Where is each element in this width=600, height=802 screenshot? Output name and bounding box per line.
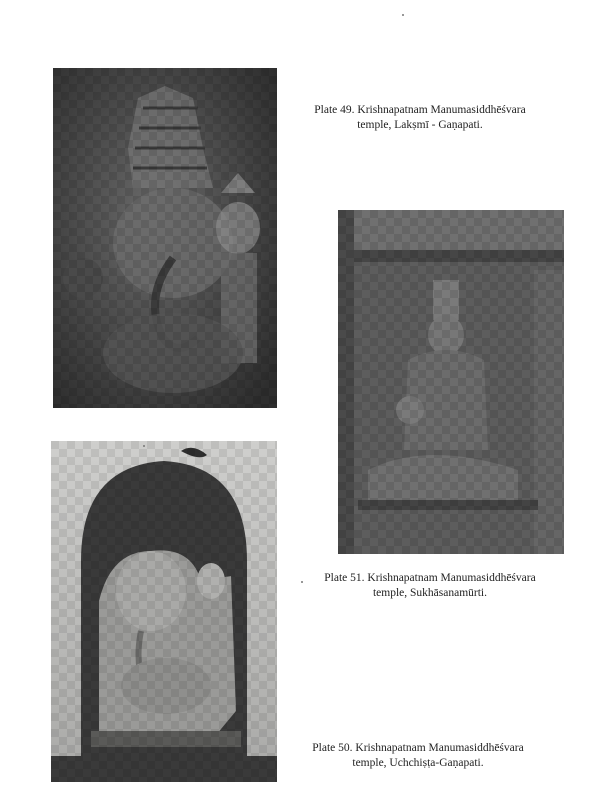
sukhasanamurti-relief-image bbox=[338, 210, 564, 554]
plate-50-caption bbox=[298, 741, 538, 771]
plate-50-photo bbox=[51, 441, 277, 782]
scan-speck bbox=[402, 14, 404, 16]
plate-50-caption-line1: Plate 50. Krishnapatnam Manumasiddhēśvara bbox=[312, 742, 524, 754]
uchchista-ganapati-relief-image bbox=[51, 441, 277, 782]
plate-50-caption-line2: temple, Uchchiṣṭa-Gaṇapati. bbox=[352, 757, 484, 769]
plate-51-caption bbox=[310, 571, 550, 601]
scan-speck bbox=[301, 581, 303, 583]
scan-speck bbox=[143, 445, 145, 447]
ganapati-relief-image bbox=[53, 68, 277, 408]
plate-49-photo bbox=[53, 68, 277, 408]
plate-51-caption-line1: Plate 51. Krishnapatnam Manumasiddhēśvara bbox=[324, 572, 536, 584]
plate-49-caption bbox=[300, 103, 540, 133]
plate-51-caption-line2: temple, Sukhāsanamūrti. bbox=[372, 587, 488, 599]
plate-49-caption-line2: temple, Lakṣmī - Gaṇapati. bbox=[357, 119, 483, 131]
plate-49-caption-line1: Plate 49. Krishnapatnam Manumasiddhēśvara bbox=[314, 104, 526, 116]
plate-51-photo bbox=[338, 210, 564, 554]
